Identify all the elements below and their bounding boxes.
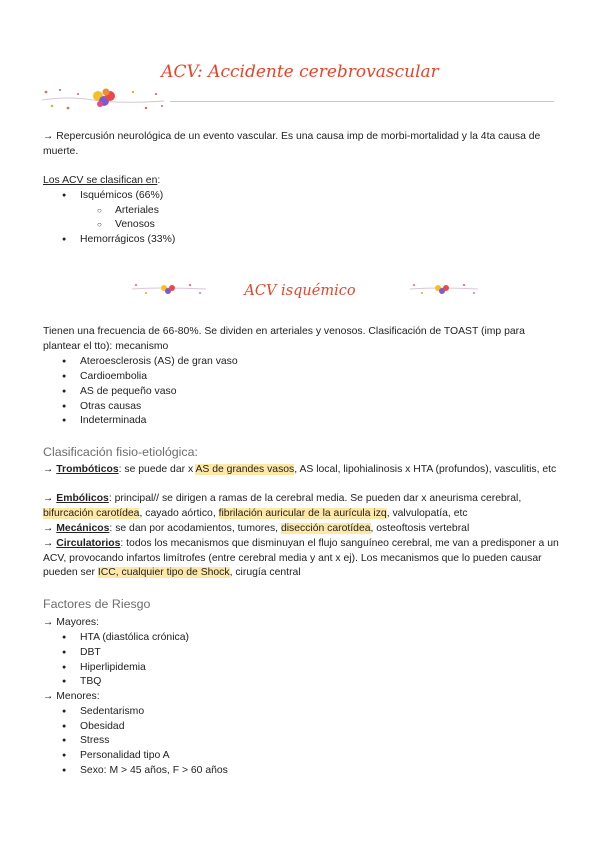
flower-cluster xyxy=(93,89,115,108)
list-item: ● DBT xyxy=(80,646,101,661)
list-item: ● Sexo: M > 45 años, F > 60 años xyxy=(80,764,228,779)
list-item: ● Hemorrágicos (33%) xyxy=(80,233,175,248)
section-title: ACV isquémico xyxy=(244,283,356,299)
list-item: ● Stress xyxy=(80,734,109,749)
intro-paragraph: → Repercusión neurológica de un evento vascular. Es una causa imp de morbi-mortalidad y la 4ta causa de muerte. xyxy=(43,131,541,157)
fisio-heading: Clasificación fisio-etiológica: xyxy=(43,445,198,459)
list-item: ● Cardioembolia xyxy=(80,370,147,385)
list-item: ● AS de pequeño vaso xyxy=(80,385,176,400)
list-item: ● Ateroesclerosis (AS) de gran vaso xyxy=(80,355,238,370)
list-item: ○ Venosos xyxy=(115,218,155,233)
list-item: ● Hiperlipidemia xyxy=(80,661,146,676)
list-item: ○ Arteriales xyxy=(115,204,159,219)
list-item: ● Otras causas xyxy=(80,400,141,415)
page-title: ACV: Accidente cerebrovascular xyxy=(161,62,439,82)
mecanicos-paragraph: → Mecánicos: se dan por acodamientos, tumores, disección carotídea, osteoftosis vertebral xyxy=(43,523,470,534)
list-item: ● HTA (diastólica crónica) xyxy=(80,631,189,646)
tromboticos-paragraph: → Trombóticos: se puede dar x AS de grandes vasos, AS local, lipohialinosis x HTA (profundos), vasculitis, etc xyxy=(43,464,557,475)
list-item: ● Sedentarismo xyxy=(80,705,144,720)
list-item: ● Obesidad xyxy=(80,720,124,735)
classification-label: Los ACV se clasifican en: xyxy=(43,175,161,186)
list-item: ● Indeterminada xyxy=(80,414,146,429)
circulatorios-paragraph: → Circulatorios: todos los mecanismos que disminuyan el flujo sanguíneo cerebral, me van a predisponer a un ACV, provocando infartos limítrofes (entre cerebral media y ant x ej). Los mecanismos que lo pueden causar pueden ser ICC, cualquier tipo de Shock, cirugía central xyxy=(43,538,559,579)
floral-divider-icon xyxy=(38,82,168,116)
mayores-label: → Mayores: xyxy=(43,617,100,628)
title-divider xyxy=(170,101,554,102)
list-item: ● Isquémicos (66%) xyxy=(80,189,163,204)
embolicos-paragraph: → Embólicos: principal// se dirigen a ramas de la cerebral media. Se pueden dar x aneurisma cerebral, bifurcación carotídea, cayado aórtico, fibrilación auricular de la aurícula izq, valvulopatía, etc xyxy=(43,493,522,519)
menores-label: → Menores: xyxy=(43,691,100,702)
riesgo-heading: Factores de Riesgo xyxy=(43,597,151,611)
floral-divider-icon xyxy=(408,280,480,298)
isquemico-paragraph: Tienen una frecuencia de 66-80%. Se dividen en arteriales y venosos. Clasificación de TOAST (imp para plantear el tto): mecanismo xyxy=(43,326,525,352)
list-item: ● Personalidad tipo A xyxy=(80,749,170,764)
list-item: ● TBQ xyxy=(80,675,101,690)
